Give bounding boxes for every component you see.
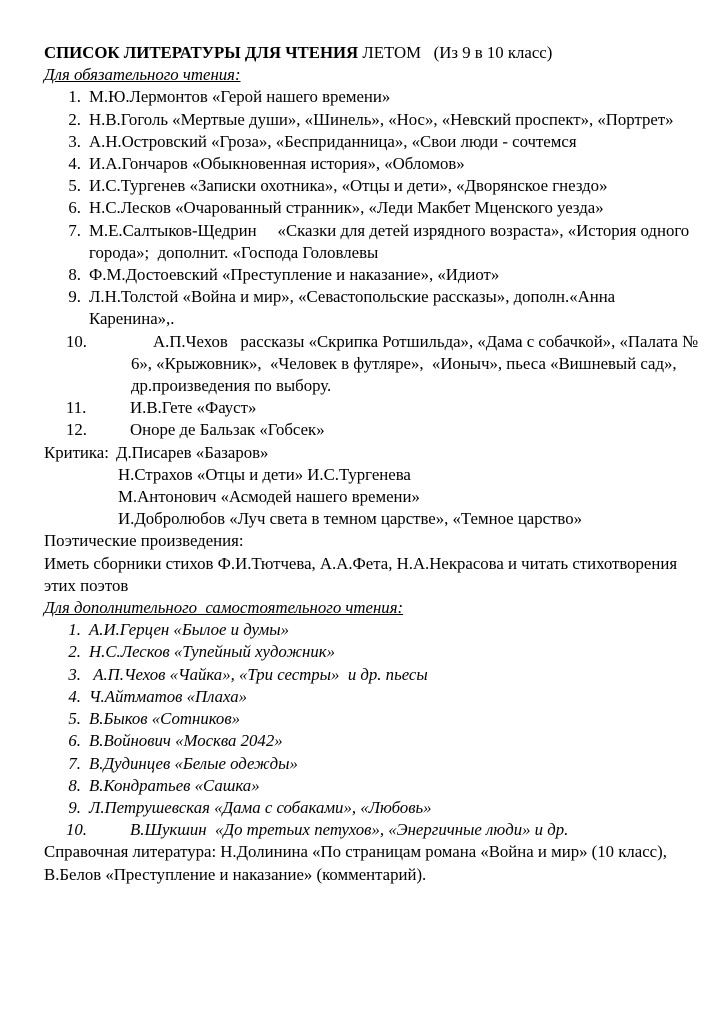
item-number: 6. bbox=[68, 731, 81, 751]
criticism-label: Критика: bbox=[44, 442, 109, 462]
item-number: 5. bbox=[68, 176, 81, 196]
item-number: 4. bbox=[68, 154, 81, 174]
document-title bbox=[44, 42, 704, 64]
criticism-section bbox=[44, 442, 704, 531]
list-item bbox=[44, 175, 704, 197]
item-text: М.Ю.Лермонтов «Герой нашего времени» bbox=[89, 87, 391, 107]
item-text: А.Н.Островский «Гроза», «Бесприданница», «Свои люди - сочтемся bbox=[89, 131, 577, 151]
list-item bbox=[44, 730, 704, 752]
list-item bbox=[44, 819, 704, 841]
list-item bbox=[44, 686, 704, 708]
list-item bbox=[44, 641, 704, 663]
item-text: В.Кондратьев «Сашка» bbox=[89, 775, 260, 795]
item-text: Ч.Айтматов «Плаха» bbox=[89, 686, 248, 706]
item-text: В.Дудинцев «Белые одежды» bbox=[89, 753, 298, 773]
item-text: М.Е.Салтыков-Щедрин «Сказки для детей изрядного возраста», «История одного города»; дополнит. «Господа Головлевы bbox=[89, 220, 694, 262]
title-rest: ЛЕТОМ bbox=[362, 43, 422, 62]
list-item bbox=[44, 220, 704, 264]
item-text: Н.С.Лесков «Очарованный странник», «Леди Макбет Мценского уезда» bbox=[89, 198, 604, 218]
item-text: В.Шукшин «До третьих петухов», «Энергичные люди» и др. bbox=[130, 820, 569, 840]
criticism-line: И.Добролюбов «Луч света в темном царстве», «Темное царство» bbox=[118, 509, 583, 529]
list-item bbox=[44, 197, 704, 219]
item-number: 3. bbox=[68, 131, 81, 151]
list-item bbox=[44, 708, 704, 730]
item-text: В.Быков «Сотников» bbox=[89, 709, 240, 729]
item-number: 1. bbox=[68, 620, 81, 640]
item-number: 7. bbox=[68, 753, 81, 773]
item-number: 8. bbox=[68, 775, 81, 795]
item-number: 10. bbox=[66, 331, 87, 351]
criticism-first-row bbox=[44, 442, 704, 464]
item-text: В.Войнович «Москва 2042» bbox=[89, 731, 283, 751]
item-number: 8. bbox=[68, 265, 81, 285]
poetry-heading: Поэтические произведения: bbox=[44, 531, 244, 551]
list-item bbox=[44, 419, 704, 441]
item-number: 11. bbox=[66, 398, 87, 418]
item-number: 9. bbox=[68, 287, 81, 307]
list-item bbox=[44, 397, 704, 419]
list-item bbox=[44, 131, 704, 153]
list-item bbox=[44, 753, 704, 775]
poetry-text: Иметь сборники стихов Ф.И.Тютчева, А.А.Фета, Н.А.Некрасова и читать стихотворения этих поэтов bbox=[44, 553, 678, 595]
list-item bbox=[44, 331, 704, 398]
additional-heading: Для дополнительного самостоятельного чтения: bbox=[44, 598, 404, 618]
document-page bbox=[44, 42, 704, 886]
item-number: 10. bbox=[66, 820, 87, 840]
reference-text: Справочная литература: Н.Долинина «По страницам романа «Война и мир» (10 класс), В.Белов «Преступление и наказание» (комментарий). bbox=[44, 842, 667, 884]
item-number: 6. bbox=[68, 198, 81, 218]
additional-list bbox=[44, 619, 704, 841]
item-number: 4. bbox=[68, 686, 81, 706]
list-item bbox=[44, 109, 704, 131]
criticism-line: М.Антонович «Асмодей нашего времени» bbox=[118, 487, 420, 507]
item-text: И.А.Гончаров «Обыкновенная история», «Обломов» bbox=[89, 154, 465, 174]
item-number: 2. bbox=[68, 109, 81, 129]
item-text: И.В.Гете «Фауст» bbox=[130, 398, 257, 418]
item-text: Л.Н.Толстой «Война и мир», «Севастопольские рассказы», дополн.«Анна Каренина»,. bbox=[89, 287, 616, 329]
item-text: А.П.Чехов «Чайка», «Три сестры» и др. пьесы bbox=[89, 664, 428, 684]
item-text: Н.С.Лесков «Тупейный художник» bbox=[89, 642, 335, 662]
item-text: Оноре де Бальзак «Гобсек» bbox=[130, 420, 325, 440]
item-text: А.И.Герцен «Былое и думы» bbox=[89, 620, 289, 640]
item-number: 3. bbox=[68, 664, 81, 684]
item-text: Ф.М.Достоевский «Преступление и наказание», «Идиот» bbox=[89, 265, 500, 285]
item-number: 5. bbox=[68, 709, 81, 729]
item-text: А.П.Чехов рассказы «Скрипка Ротшильда», «Дама с собачкой», «Палата № 6», «Крыжовник», «Человек в футляре», «Ионыч», пьеса «Вишневый сад», др.произведения по выбору. bbox=[131, 331, 703, 396]
item-number: 9. bbox=[68, 797, 81, 817]
list-item bbox=[44, 86, 704, 108]
required-list bbox=[44, 86, 704, 441]
item-number: 7. bbox=[68, 220, 81, 240]
title-bold: СПИСОК ЛИТЕРАТУРЫ ДЛЯ ЧТЕНИЯ bbox=[44, 43, 359, 62]
item-number: 2. bbox=[68, 642, 81, 662]
item-text: Л.Петрушевская «Дама с собаками», «Любовь» bbox=[89, 797, 432, 817]
item-number: 12. bbox=[66, 420, 87, 440]
list-item bbox=[44, 264, 704, 286]
criticism-line: Н.Страхов «Отцы и дети» И.С.Тургенева bbox=[118, 464, 411, 484]
item-text: Н.В.Гоголь «Мертвые души», «Шинель», «Нос», «Невский проспект», «Портрет» bbox=[89, 109, 674, 129]
list-item bbox=[44, 153, 704, 175]
list-item bbox=[44, 286, 704, 330]
list-item bbox=[44, 775, 704, 797]
title-grade: (Из 9 в 10 класс) bbox=[433, 43, 553, 62]
required-heading: Для обязательного чтения: bbox=[44, 65, 241, 85]
item-text: И.С.Тургенев «Записки охотника», «Отцы и дети», «Дворянское гнездо» bbox=[89, 176, 608, 196]
list-item bbox=[44, 619, 704, 641]
list-item bbox=[44, 664, 704, 686]
list-item bbox=[44, 797, 704, 819]
item-number: 1. bbox=[68, 87, 81, 107]
criticism-line: Д.Писарев «Базаров» bbox=[116, 442, 269, 462]
